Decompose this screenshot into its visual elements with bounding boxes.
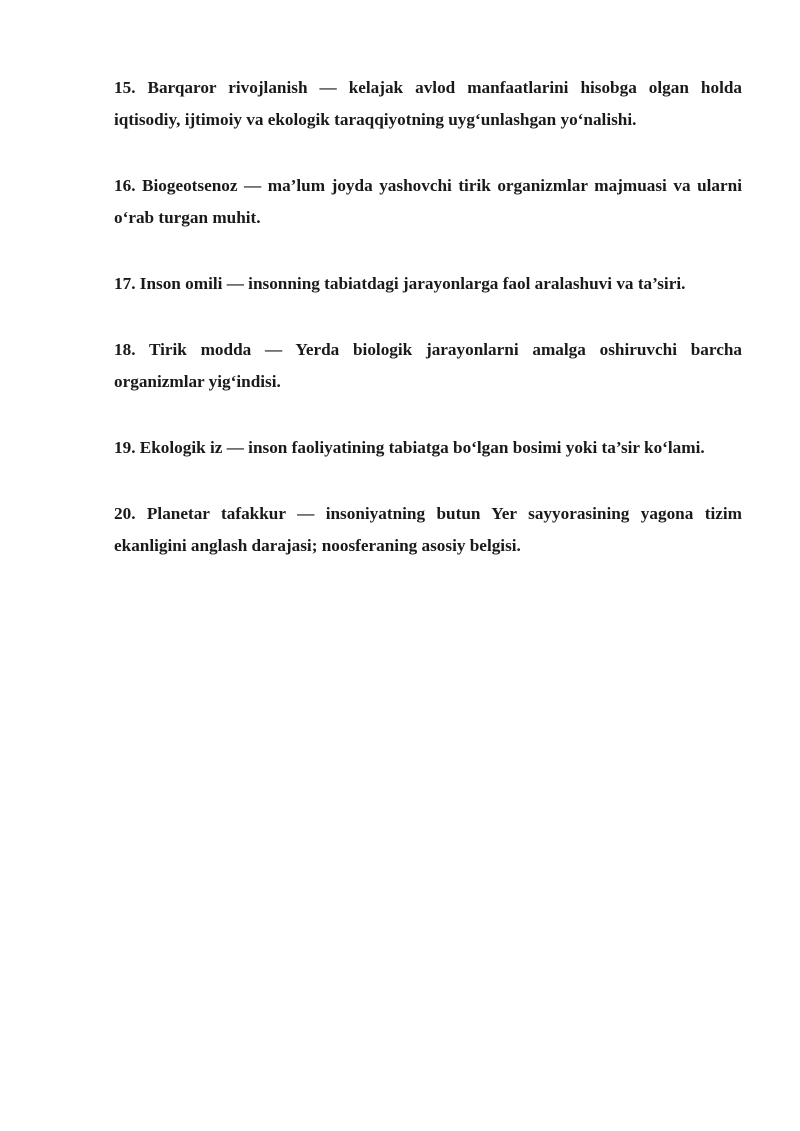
glossary-entry-20: 20. Planetar tafakkur — insoniyatning butun Yer sayyorasining yagona tizim ekanligini anglash darajasi; noosferaning asosiy belgisi. bbox=[114, 504, 742, 555]
glossary-list bbox=[114, 72, 742, 596]
glossary-entry-15: 15. Barqaror rivojlanish — kelajak avlod manfaatlarini hisobga olgan holda iqtisodiy, ijtimoiy va ekologik taraqqiyotning uyg‘unlashgan yo‘nalishi. bbox=[114, 78, 742, 129]
glossary-entry-17: 17. Inson omili — insonning tabiatdagi jarayonlarga faol aralashuvi va ta’siri. bbox=[114, 274, 686, 293]
glossary-entry-18: 18. Tirik modda — Yerda biologik jarayonlarni amalga oshiruvchi barcha organizmlar yig‘indisi. bbox=[114, 340, 742, 391]
glossary-entry-16: 16. Biogeotsenoz — ma’lum joyda yashovchi tirik organizmlar majmuasi va ularni o‘rab turgan muhit. bbox=[114, 176, 742, 227]
glossary-entry-19: 19. Ekologik iz — inson faoliyatining tabiatga bo‘lgan bosimi yoki ta’sir ko‘lami. bbox=[114, 438, 705, 457]
